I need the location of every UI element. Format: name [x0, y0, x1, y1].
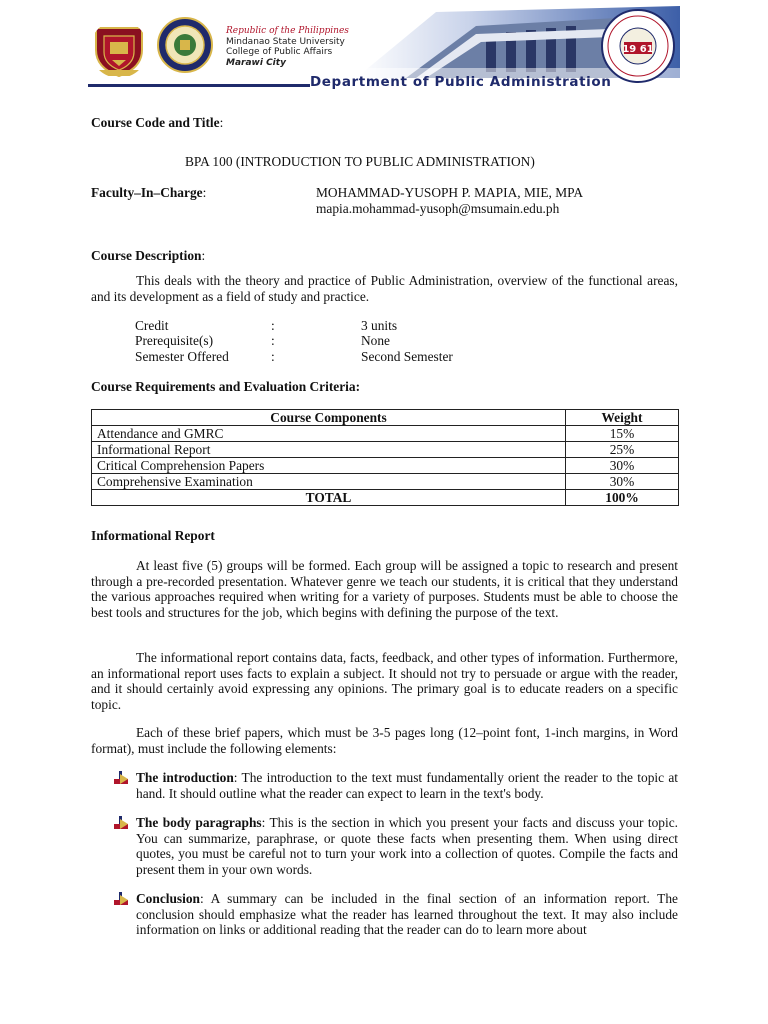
- component-cell: Attendance and GMRC: [92, 426, 566, 442]
- colon: :: [219, 115, 224, 130]
- department-title: Department of Public Administration: [310, 74, 612, 90]
- colon: :: [202, 185, 207, 200]
- weight-cell: 15%: [566, 426, 679, 442]
- component-cell: Comprehensive Examination: [92, 474, 566, 490]
- city-text: Marawi City: [226, 57, 286, 68]
- element-body: [136, 815, 678, 877]
- letterhead: [88, 6, 680, 94]
- element-introduction: [136, 770, 678, 801]
- table-row: [92, 442, 679, 458]
- element-title: The body paragraphs: [136, 815, 262, 830]
- table-row: [92, 458, 679, 474]
- weight-cell: 30%: [566, 458, 679, 474]
- description-label: Course Description: [91, 248, 202, 263]
- element-conclusion: [136, 891, 678, 938]
- report-paragraph: The informational report contains data, facts, feedback, and other types of information. Furthermore, an informational report uses facts to explain a subject. It should not try to persuade or argue with the reader, and it should certainly avoid expressing any opinions. The primary goal is to educate readers on a specific topic.: [91, 650, 678, 712]
- component-cell: Informational Report: [92, 442, 566, 458]
- total-row: [92, 490, 679, 506]
- detail-value: 3 units: [361, 318, 398, 333]
- header-rule: [88, 84, 310, 87]
- detail-row: [135, 333, 213, 349]
- total-weight: 100%: [566, 490, 679, 506]
- msu-seal-icon: [90, 20, 148, 78]
- table-header-row: [92, 410, 679, 426]
- colon: :: [201, 248, 206, 263]
- college-seal-icon: [156, 16, 214, 74]
- detail-label: Semester Offered: [135, 349, 229, 364]
- component-cell: Critical Comprehension Papers: [92, 458, 566, 474]
- bullet-arrow-icon: [114, 892, 128, 906]
- detail-row: [135, 349, 229, 365]
- description-label-row: [91, 248, 205, 264]
- report-paragraph: Each of these brief papers, which must be 3-5 pages long (12–point font, 1-inch margins, in Word format), must include the following elements:: [91, 725, 678, 756]
- total-label: TOTAL: [92, 490, 566, 506]
- course-code-label-row: [91, 115, 223, 131]
- course-code-label: Course Code and Title: [91, 115, 220, 130]
- faculty-name: MOHAMMAD-YUSOPH P. MAPIA, MIE, MPA: [316, 185, 583, 200]
- table-row: [92, 426, 679, 442]
- faculty-label-row: [91, 185, 206, 201]
- evaluation-table: [91, 409, 679, 506]
- republic-text: Republic of the Philippines: [226, 26, 349, 36]
- bullet-arrow-icon: [114, 816, 128, 830]
- department-seal-icon: [600, 8, 676, 84]
- weight-cell: 25%: [566, 442, 679, 458]
- column-header: Course Components: [92, 410, 566, 426]
- report-paragraph: At least five (5) groups will be formed. Each group will be assigned a topic to research and present through a pre-recorded presentation. Whatever genre we teach our students, it is critical that they understand the various approaches required when writing for a variety of purposes. Students must be able to choose the best tools and structures for the job, which begins with defining the purpose of the text.: [91, 558, 678, 620]
- university-text: Mindanao State University: [226, 36, 345, 47]
- detail-sep: :: [271, 349, 275, 364]
- report-heading: Informational Report: [91, 528, 215, 543]
- faculty-email: mapia.mohammad-yusoph@msumain.edu.ph: [316, 201, 560, 216]
- bullet-arrow-icon: [114, 771, 128, 785]
- element-title: Conclusion: [136, 891, 200, 906]
- course-code-title: BPA 100 (INTRODUCTION TO PUBLIC ADMINISTRATION): [185, 154, 535, 169]
- detail-sep: :: [271, 318, 275, 333]
- detail-label: Prerequisite(s): [135, 333, 214, 348]
- element-text: : The introduction to the text must fundamentally orient the reader to the topic at hand. It should outline what the reader can expect to learn in the text's body.: [136, 770, 679, 801]
- evaluation-heading: Course Requirements and Evaluation Criteria:: [91, 379, 361, 394]
- column-header: Weight: [566, 410, 679, 426]
- element-text: : This is the section in which you present your facts and discuss your topic. You can summarize, paraphrase, or quote these facts when presenting them. When using direct quotes, you must be careful not to turn your work into a collection of quotes. Compile the facts and present them in your own words.: [136, 815, 678, 877]
- college-text: College of Public Affairs: [226, 47, 333, 57]
- detail-sep: :: [271, 333, 275, 348]
- course-description: This deals with the theory and practice of Public Administration, overview of the functional areas, and its development as a field of study and practice.: [91, 273, 678, 304]
- element-title: The introduction: [136, 770, 234, 785]
- table-row: [92, 474, 679, 490]
- element-text: : A summary can be included in the final section of an information report. The conclusion should emphasize what the reader has learned throughout the text. It may also include information on links or additional reading that the reader can do to learn more about: [136, 891, 678, 938]
- detail-row: [135, 318, 168, 334]
- weight-cell: 30%: [566, 474, 679, 490]
- seal-year: 19 61: [622, 44, 654, 55]
- detail-value: None: [361, 333, 391, 348]
- faculty-label: Faculty–In–Charge: [91, 185, 203, 200]
- detail-value: Second Semester: [361, 349, 453, 364]
- detail-label: Credit: [135, 318, 169, 333]
